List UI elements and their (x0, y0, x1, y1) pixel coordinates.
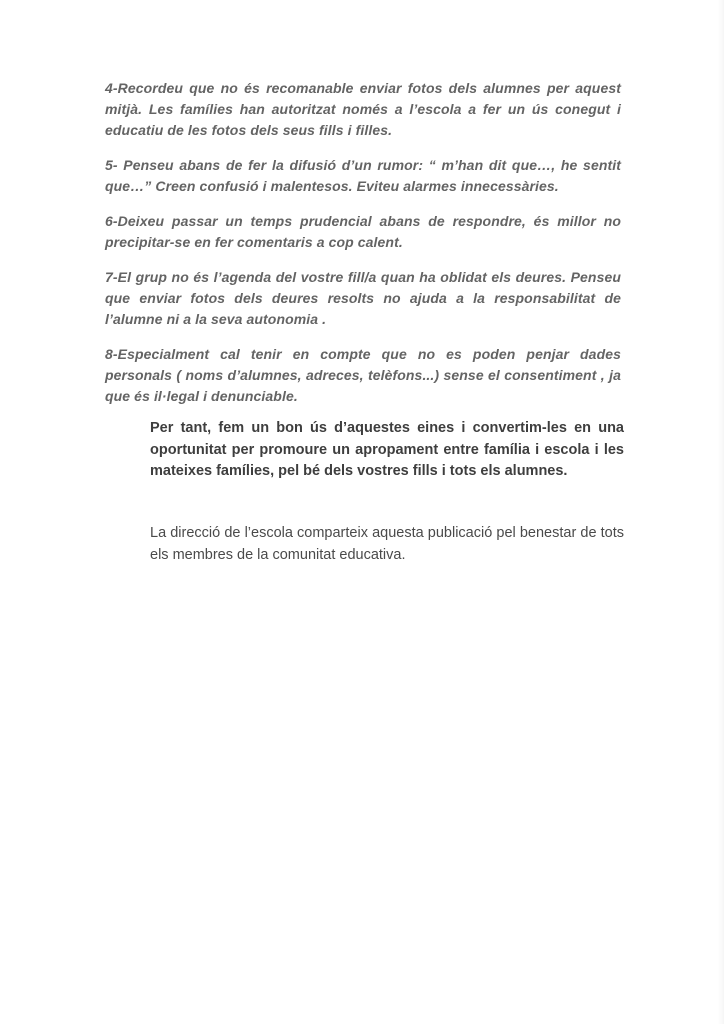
guideline-item-7: 7-El grup no és l’agenda del vostre fill/a quan ha oblidat els deures. Penseu que enviar fotos dels deures resolts no ajuda a la responsabilitat de l’alumne ni a la seva autonomia . (105, 269, 621, 327)
guideline-item-5: 5- Penseu abans de fer la difusió d’un rumor: “ m’han dit que…, he sentit que…” Creen confusió i malentesos. Eviteu alarmes innecessàries. (105, 157, 621, 194)
closing-note-paragraph: La direcció de l’escola comparteix aquesta publicació pel benestar de tots els membres de la comunitat educativa. (150, 525, 624, 563)
guideline-item-8: 8-Especialment cal tenir en compte que no es poden penjar dades personals ( noms d’alumnes, adreces, telèfons...) sense el consentiment , ja que és il·legal i denunciable. (105, 346, 621, 404)
closing-emphasis-paragraph: Per tant, fem un bon ús d’aquestes eines i convertim-les en una oportunitat per promoure un apropament entre família i escola i les mateixes famílies, pel bé dels vostres fills i tots els alumnes. (150, 420, 624, 479)
guideline-item-6: 6-Deixeu passar un temps prudencial abans de respondre, és millor no precipitar-se en fer comentaris a cop calent. (105, 213, 621, 250)
guidelines-list (105, 78, 621, 421)
guideline-item-4: 4-Recordeu que no és recomanable enviar fotos dels alumnes per aquest mitjà. Les famílies han autoritzat només a l’escola a fer un ús conegut i educatiu de les fotos dels seus fills i filles. (105, 80, 621, 138)
